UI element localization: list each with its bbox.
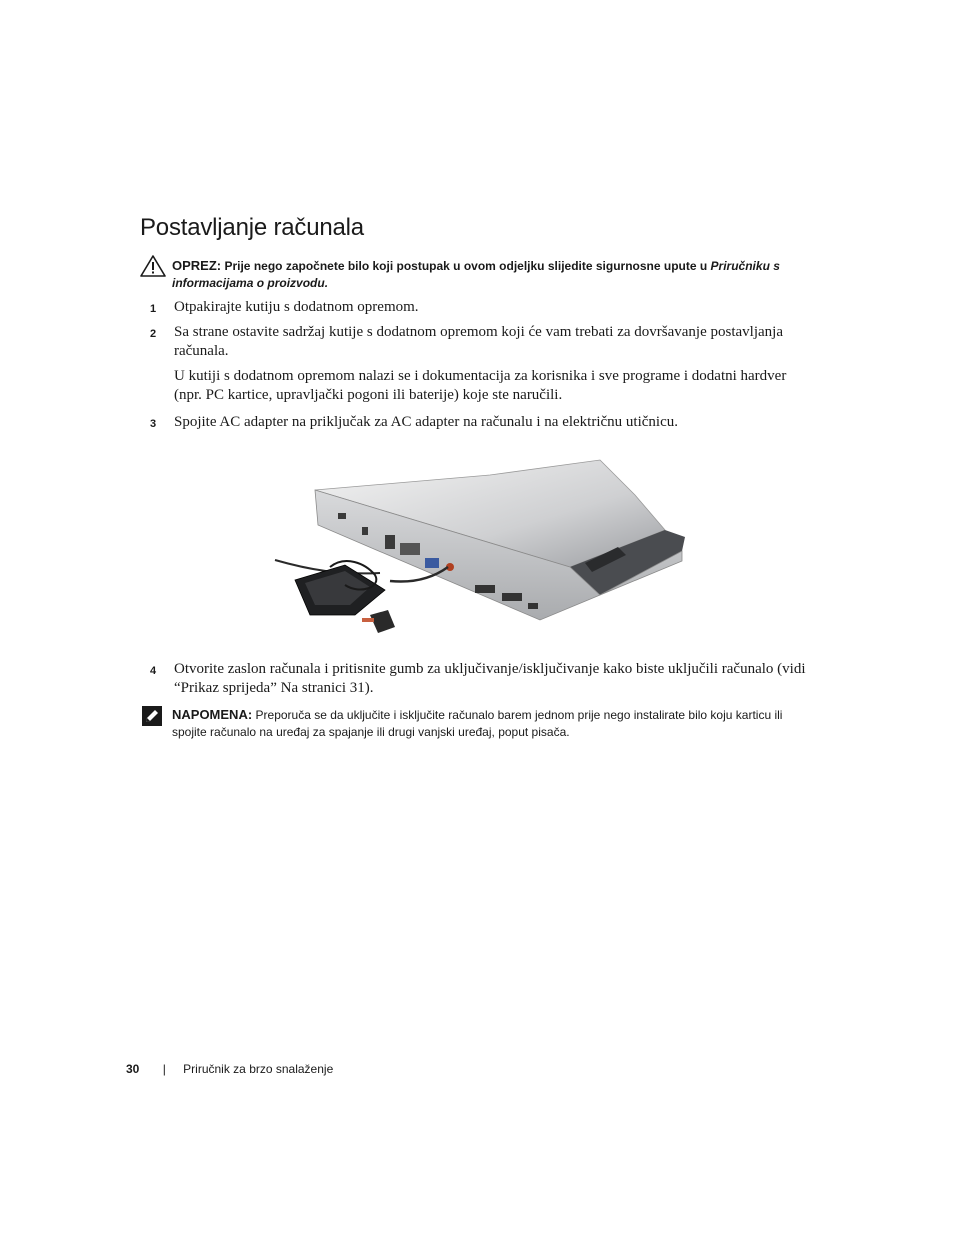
step-2 [150,323,815,361]
step-4 [150,660,815,698]
step-text: Sa strane ostavite sadržaj kutije s dodatnom opremom koji će vam trebati za dovršavanje postavljanja računala. [174,324,783,359]
note-text: Preporuča se da uključite i isključite računalo barem jednom prije nego instalirate bilo koju karticu ili spojite računalo na uređaj za spajanje ili drugi vanjski uređaj, poput pisača. [172,708,783,739]
step-text: Spojite AC adapter na priključak za AC adapter na računalu i na električnu utičnicu. [174,414,678,430]
note-block [140,706,820,741]
step-number: 3 [150,418,157,430]
caution-reference: Priručniku s informacijama o proizvodu. [172,259,780,290]
step-text: Otpakirajte kutiju s dodatnom opremom. [174,299,419,315]
page-title: Postavljanje računala [140,214,364,241]
page-number: 30 [126,1062,140,1076]
caution-block [140,255,820,292]
note-label: NAPOMENA: [172,707,253,722]
step-number: 1 [150,303,157,315]
laptop-ac-adapter-illustration [270,455,690,655]
step-text: Otvorite zaslon računala i pritisnite gumb za uključivanje/isključivanje kako biste uključili računalo (vidi “Prikaz sprijeda” Na stranici 31). [174,661,806,696]
warning-triangle-icon [140,255,166,277]
pencil-note-icon [142,706,162,726]
caution-label: OPREZ: [172,258,222,273]
page-footer [126,1062,333,1076]
footer-book-title: Priručnik za brzo snalaženje [183,1062,334,1076]
caution-text: Prije nego započnete bilo koji postupak u ovom odjeljku slijedite sigurnosne upute u [224,259,708,273]
footer-separator: | [162,1062,166,1076]
step-2-paragraph: U kutiji s dodatnom opremom nalazi se i dokumentacija za korisnika i sve programe i dodatni hardver (npr. PC kartice, upravljački pogoni ili baterije) koje ste naručili. [174,368,787,403]
step-number: 2 [150,328,157,340]
step-3 [150,413,815,432]
step-number: 4 [150,665,157,677]
step-1 [150,298,815,317]
